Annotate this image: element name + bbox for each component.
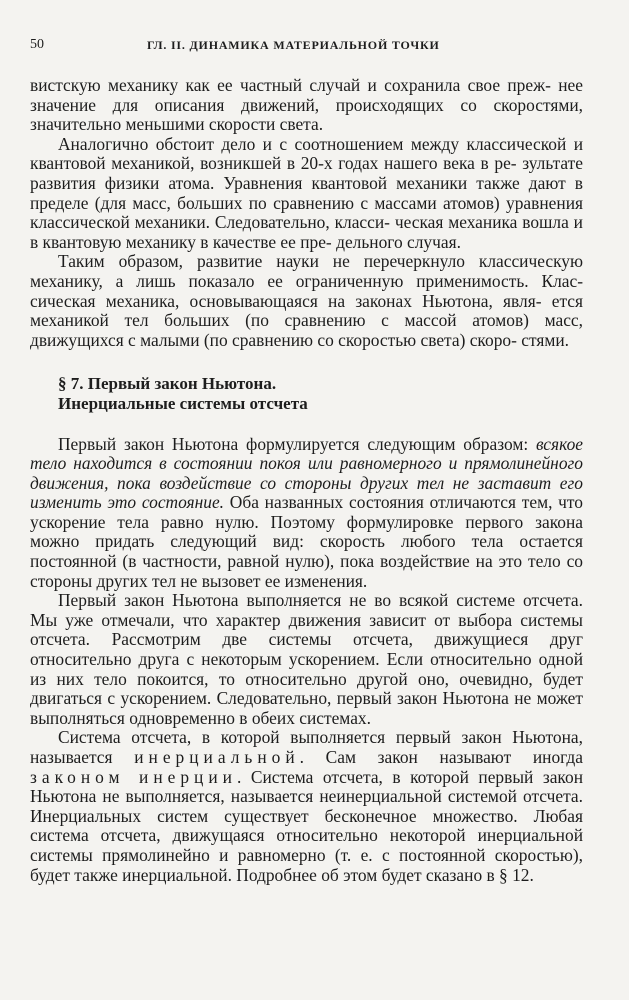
paragraph-5	[30, 591, 583, 728]
p3-line: стями.	[521, 329, 569, 350]
book-page	[30, 0, 583, 1000]
p2-line: дельного случая.	[336, 231, 461, 252]
p2-line: Аналогично обстоит дело и с соотношением между классической	[58, 133, 567, 154]
p5-text: Первый закон Ньютона выполняется не во всякой системе отсчета. Мы уже отмечали, что характер движения зависит от выбора системы отсчета. Рассмотрим две системы отсчета, движущиеся друг относительно друга с некоторым ускорением. Если относительно одной из них тело покоится, то относительно другой оно, очевидно, будет двигаться с ускорением. Следовательно, первый закон Ньютона не может выполняться одновременно в обеих системах.	[30, 590, 583, 728]
running-title: ГЛ. II. ДИНАМИКА МАТЕРИАЛЬНОЙ ТОЧКИ	[147, 38, 440, 52]
p3-line: сическая механика, основывающаяся на законах Ньютона, явля-	[30, 290, 542, 311]
p6-part1: Система отсчета, в которой выполняется первый закон Ньютона, называется	[30, 727, 583, 767]
page-header	[30, 37, 583, 57]
p6-part2: . Сам закон называют иногда	[299, 747, 583, 767]
p6-part3: . Система отсчета, в которой первый закон Ньютона не выполняется, называется неинерциальной системой отсчета. Инерциальных систем существует бесконечное множество. Любая система отсчета, движущаяся относительно некоторой инерциальной системы прямолинейно и равномерно (т. е. с постоянной скоростью), будет также инерциальной. Подробнее об этом будет сказано в § 12.	[30, 766, 583, 885]
p2-line: атомов) уравнения классической механики. Следовательно, класси-	[30, 192, 583, 233]
p6-term-inertial: инерциальной	[134, 747, 300, 767]
paragraph-6	[30, 728, 583, 885]
p3-line: Таким образом, развитие науки не перечеркнуло классическую	[58, 251, 583, 272]
p1-line: нее значение для описания движений, происходящих со скоростями,	[30, 75, 583, 115]
page-number: 50	[30, 37, 44, 52]
p3-line: ется механикой тел больших (по сравнению с массой атомов) масс,	[30, 290, 583, 331]
p2-line: зультате развития физики атома. Уравнения квантовой механики	[30, 153, 583, 193]
p2-line: также дают в пределе (для масс, больших по сравнению с массами	[30, 172, 583, 213]
section-title-line-1: § 7. Первый закон Ньютона.	[58, 374, 277, 394]
p4-intro: Первый закон Ньютона формулируется следующим образом:	[58, 433, 529, 454]
p2-line: и квантовой механикой, возникшей в 20-х годах нашего века в ре-	[30, 133, 583, 174]
paragraph-3	[30, 252, 583, 350]
paragraph-1	[30, 76, 583, 135]
p3-line: механику, а лишь показало ее ограниченную применимость. Клас-	[30, 270, 583, 291]
p4-law-statement: всякое тело находится в состоянии покоя или равномерного и прямолинейного движения, пока воздействие со стороны других тел не заставит его изменить это состояние.	[30, 433, 583, 513]
paragraph-2	[30, 135, 583, 253]
p4-rest: Оба названных состояния отличаются тем, что ускорение тела равно нулю. Поэтому формулировке первого закона можно придать следующий вид: скорость любого тела остается постоянной (в частности, равной нулю), пока воздействие на это тело со стороны других тел не вызовет ее изменения.	[30, 492, 583, 591]
section-title-line-2: Инерциальные системы отсчета	[58, 393, 308, 413]
paragraph-4	[30, 435, 583, 592]
p3-line: движущихся с малыми (по сравнению со скоростью света) скоро-	[30, 329, 517, 350]
body-text	[30, 76, 583, 885]
p1-line: вистскую механику как ее частный случай и сохранила свое преж-	[30, 75, 551, 95]
p6-term-law-of-inertia: законом инерции	[30, 766, 237, 787]
section-title	[58, 374, 583, 413]
p1-line: значительно меньшими скорости света.	[30, 114, 324, 135]
p2-line: ческая механика вошла и в квантовую механику в качестве ее пре-	[30, 212, 583, 252]
